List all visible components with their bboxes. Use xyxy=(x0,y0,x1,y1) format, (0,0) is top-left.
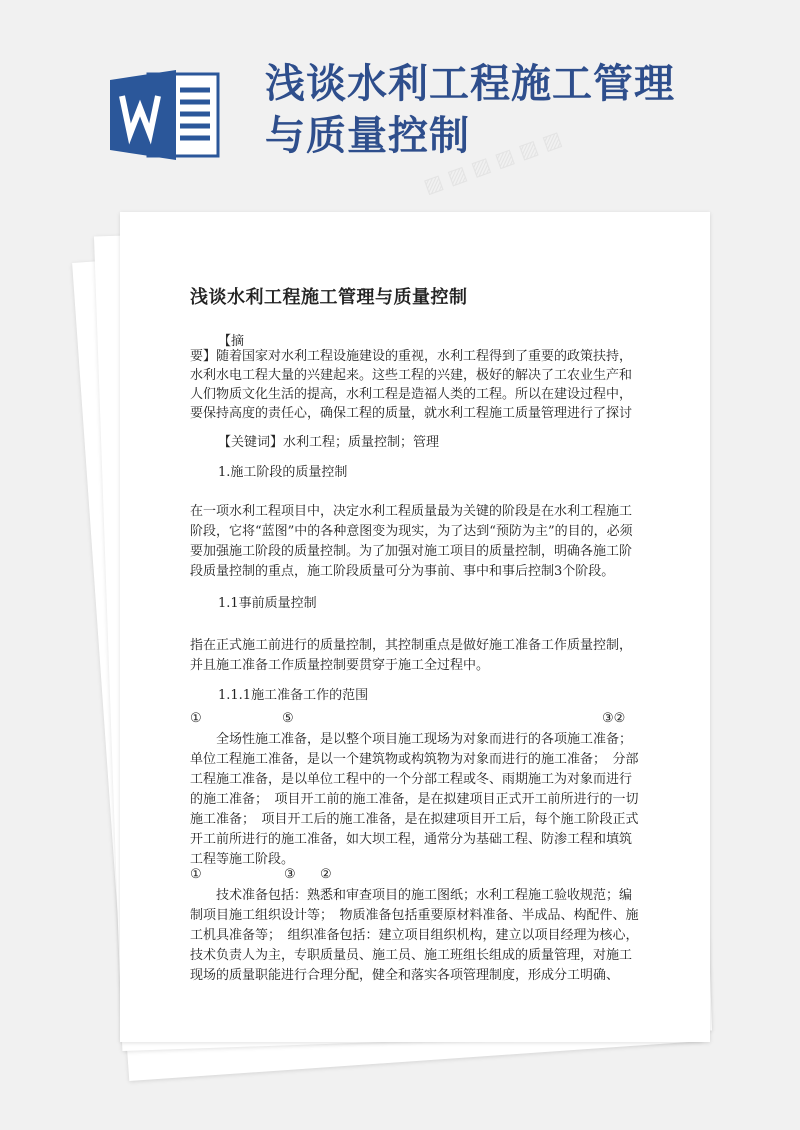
marker: ③ xyxy=(284,867,296,882)
marker-row-b xyxy=(190,867,640,887)
header-title-line2: 与质量控制 xyxy=(265,113,470,159)
marker: ③② xyxy=(602,711,626,726)
marker: ⑤ xyxy=(282,711,294,726)
word-doc-icon xyxy=(110,70,220,160)
header-title-line1: 浅谈水利工程施工管理 xyxy=(265,61,675,107)
section-1-text: 在一项水利工程项目中，决定水利工程质量最为关键的阶段是在水利工程施工阶段，它将“蓝图”中的各种意图变为现实，为了达到“预防为主”的目的，必须要加强施工阶段的质量控制。为了加强对施工项目的质量控制，明确各施工阶段质量控制的重点，施工阶段质量可分为事前、事中和事后控制3个阶段。 xyxy=(190,504,633,579)
section-1-1-1-text: 全场性施工准备，是以整个项目施工现场为对象而进行的各项施工准备；单位工程施工准备，是以一个建筑物或构筑物为对象而进行的施工准备； 分部工程施工准备，是以单位工程中的一个分部工程或冬、雨期施工为对象而进行的施工准备； 项目开工前的施工准备，是在拟建项目正式开工前所进行的一切施工准备； 项目开工后的施工准备，是在拟建项目开工后，每个施工阶段正式开工前所进行的施工准备，如大坝工程，通常分为基础工程、防渗工程和填筑工程等施工阶段。 xyxy=(190,732,639,867)
marker: ① xyxy=(190,711,202,726)
section-1-heading: 1.施工阶段的质量控制 xyxy=(218,465,348,480)
watermark: ▨ ▨ ▨ ▨ ▨ ▨ xyxy=(420,125,565,199)
section-1-1-text: 指在正式施工前进行的质量控制，其控制重点是做好施工准备工作质量控制，并且施工准备工作质量控制要贯穿于施工全过程中。 xyxy=(190,638,633,673)
abstract-text: 要】随着国家对水利工程设施建设的重视，水利工程得到了重要的政策扶持，水利水电工程大量的兴建起来。这些工程的兴建，极好的解决了工农业生产和人们物质文化生活的提高，水利工程是造福人类的工程。所以在建设过程中，要保持高度的责任心，确保工程的质量，就水利工程施工质量管理进行了探讨 xyxy=(190,349,633,421)
marker: ① xyxy=(190,867,202,882)
section-preparation-text: 技术准备包括：熟悉和审查项目的施工图纸；水利工程施工验收规范；编制项目施工组织设计等； 物质准备包括重要原材料准备、半成品、构配件、施工机具准备等； 组织准备包括：建立项目组织机构，建立以项目经理为核心，技术负责人为主，专职质量员、施工员、施工班组长组成的质量管理，对施工现场的质量职能进行合理分配，健全和落实各项管理制度，形成分工明确、 xyxy=(190,888,639,983)
abstract-label: 【摘 xyxy=(218,334,245,349)
header-title xyxy=(265,58,735,162)
keywords: 【关键词】水利工程；质量控制；管理 xyxy=(218,435,440,450)
section-1-1-heading: 1.1事前质量控制 xyxy=(218,596,317,611)
marker-row-a xyxy=(190,711,640,731)
section-1-1-1-heading: 1.1.1施工准备工作的范围 xyxy=(218,688,369,703)
document-title: 浅谈水利工程施工管理与质量控制 xyxy=(190,287,468,308)
marker: ② xyxy=(320,867,332,882)
